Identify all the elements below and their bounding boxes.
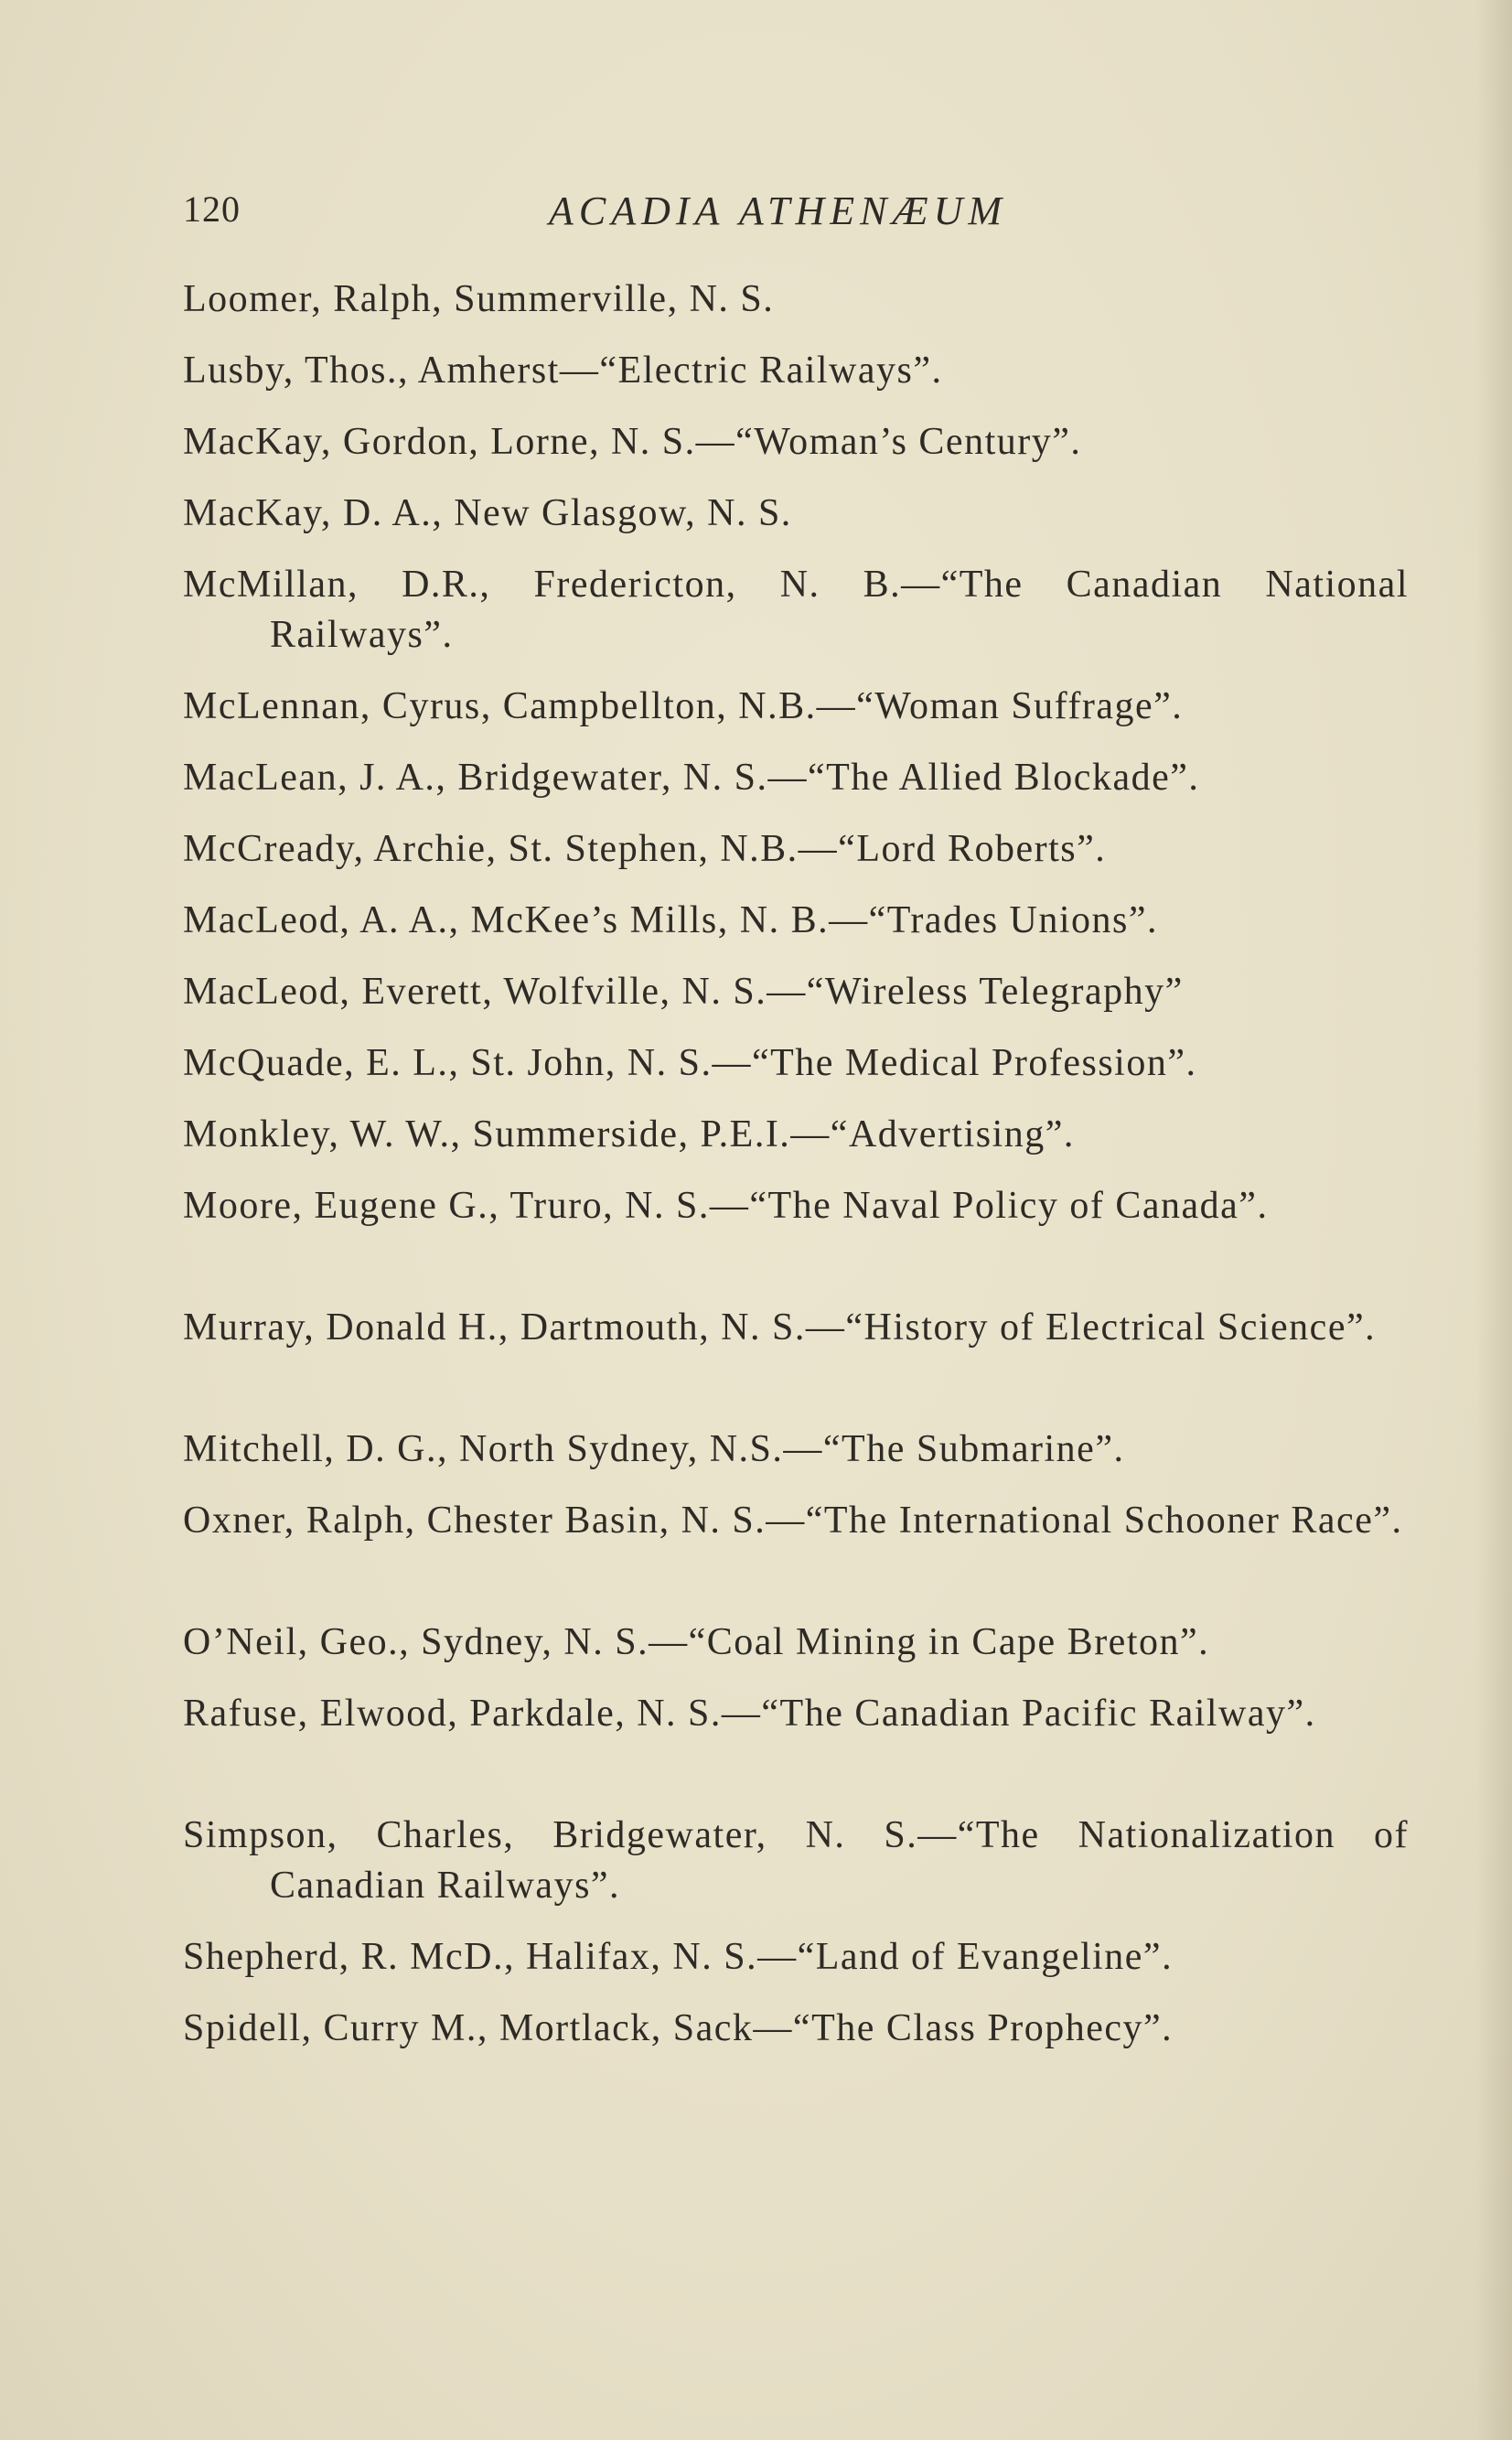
entry-loomer: Loomer, Ralph, Summerville, N. S. — [183, 278, 775, 320]
entry-monkley: Monkley, W. W., Summerside, P.E.I.—“Advertising”. — [183, 1113, 1075, 1156]
entry-mcmillan: McMillan, D.R., Fredericton, N. B.—“The Canadian National Railways”. — [183, 564, 1409, 656]
entry-mackay-gordon: MacKay, Gordon, Lorne, N. S.—“Woman’s Century”. — [183, 421, 1082, 463]
entry-mclennan: McLennan, Cyrus, Campbellton, N.B.—“Woman Suffrage”. — [183, 685, 1184, 727]
page-number: 120 — [183, 188, 241, 230]
entry-mcquade: McQuade, E. L., St. John, N. S.—“The Medical Profession”. — [183, 1042, 1197, 1084]
entry-shepherd: Shepherd, R. McD., Halifax, N. S.—“Land of Evangeline”. — [183, 1936, 1174, 1978]
entry-moore: Moore, Eugene G., Truro, N. S.—“The Naval Policy of Canada”. — [183, 1185, 1269, 1227]
entry-mccready: McCready, Archie, St. Stephen, N.B.—“Lord Roberts”. — [183, 828, 1107, 870]
journal-title: ACADIA ATHENÆUM — [549, 188, 1008, 233]
entry-rafuse: Rafuse, Elwood, Parkdale, N. S.—“The Canadian Pacific Railway”. — [183, 1693, 1316, 1735]
entry-simpson: Simpson, Charles, Bridgewater, N. S.—“The Nationalization of Canadian Railways”. — [183, 1814, 1409, 1907]
running-head — [183, 188, 1409, 242]
entry-oneil: O’Neil, Geo., Sydney, N. S.—“Coal Mining in Cape Breton”. — [183, 1621, 1210, 1663]
entry-murray: Murray, Donald H., Dartmouth, N. S.—“History of Electrical Science”. — [183, 1306, 1377, 1349]
entry-maclean: MacLean, J. A., Bridgewater, N. S.—“The Allied Blockade”. — [183, 757, 1200, 799]
page-edge-shadow — [1475, 0, 1512, 2440]
entry-oxner: Oxner, Ralph, Chester Basin, N. S.—“The International Schooner Race”. — [183, 1499, 1403, 1542]
entry-mitchell: Mitchell, D. G., North Sydney, N.S.—“The Submarine”. — [183, 1428, 1125, 1470]
entry-mackay-da: MacKay, D. A., New Glasgow, N. S. — [183, 492, 792, 534]
entry-spidell: Spidell, Curry M., Mortlack, Sack—“The Class Prophecy”. — [183, 2007, 1174, 2049]
entry-lusby: Lusby, Thos., Amherst—“Electric Railways”. — [183, 349, 943, 392]
entry-macleod-aa: MacLeod, A. A., McKee’s Mills, N. B.—“Trades Unions”. — [183, 899, 1159, 941]
entry-macleod-everett: MacLeod, Everett, Wolfville, N. S.—“Wireless Telegraphy” — [183, 971, 1184, 1013]
